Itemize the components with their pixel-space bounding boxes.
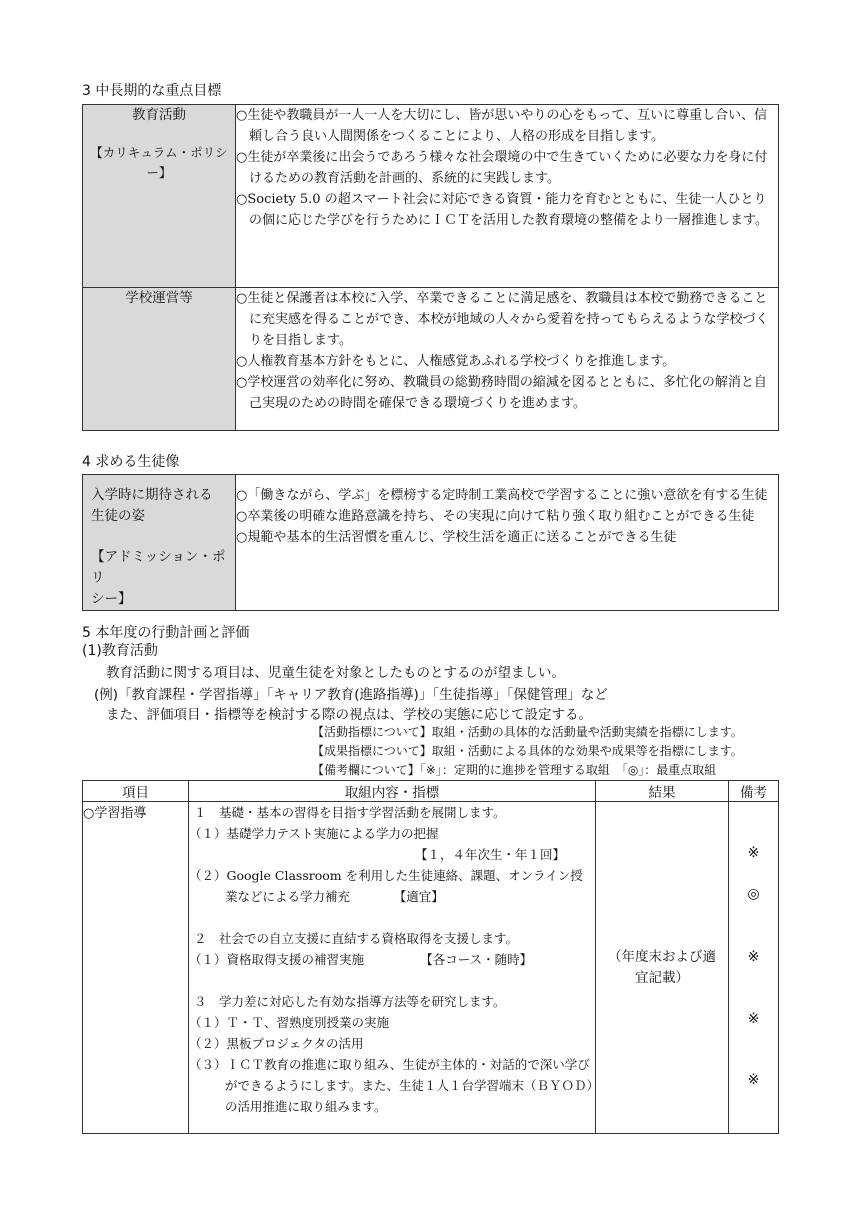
result-text: 宜記載） bbox=[635, 969, 689, 986]
goal-item: ○学校運営の効率化に努め、教職員の総勤務時間の縮減を図るとともに、多忙化の解消と自己実現のための時間を確保できる環境づくりを進めます。 bbox=[236, 375, 767, 411]
plan-subitem: （１）基礎学力テスト実施による学力の把握 bbox=[189, 826, 439, 841]
intro-text: 教育活動に関する項目は、児童生徒を対象としたものとするのが望ましい。 bbox=[106, 665, 565, 681]
label-main: 学校運営等 bbox=[125, 290, 193, 306]
header-content: 取組内容・指標 bbox=[189, 781, 596, 802]
remark-mark: ※ bbox=[747, 949, 760, 965]
plan-tag: 【１，４年次生・年１回】 bbox=[414, 847, 565, 862]
label-sub: シー】 bbox=[91, 591, 132, 607]
plan-subitem: （３）ＩＣＴ教育の推進に取り組み、生徒が主体的・対話的で深い学びができるようにします。また、生徒１人１台学習端末（ＢＹＯＤ）の活用推進に取り組みます。 bbox=[189, 1057, 593, 1114]
intro-text: (例)「教育課程・学習指導」「キャリア教育(進路指導)」「生徒指導」「保健管理」など bbox=[94, 687, 608, 703]
note-activity-indicator: 【活動指標について】取組・活動の具体的な活動量や活動実績を指標にします。 bbox=[312, 725, 743, 739]
plan-subitem: （２）Google Classroom を利用した生徒連絡、課題、オンライン授業などによる学力補充 【適宜】 bbox=[189, 868, 583, 904]
header-result: 結果 bbox=[596, 781, 729, 802]
section5-subheading: (1)教育活動 bbox=[82, 643, 158, 659]
section4-heading: 4 求める生徒像 bbox=[82, 454, 180, 470]
note-result-indicator: 【成果指標について】取組・活動による具体的な効果や成果等を指標にします。 bbox=[312, 744, 743, 758]
section3-heading: 3 中長期的な重点目標 bbox=[82, 83, 222, 99]
remark-mark: ※ bbox=[747, 1072, 760, 1088]
student-item: ○「働きながら、学ぶ」を標榜する定時制工業高校で学習することに強い意欲を有する生徒 bbox=[236, 488, 768, 503]
intro-text: また、評価項目・指標等を検討する際の視点は、学校の実態に応じて設定する。 bbox=[106, 707, 592, 723]
row-content-education bbox=[236, 105, 779, 288]
plan-goal: １ 基礎・基本の習得を目指す学習活動を展開します。 bbox=[194, 805, 506, 820]
label-sub: 【カリキュラム・ポリシー】 bbox=[90, 145, 228, 180]
plan-remarks-cell bbox=[729, 802, 779, 1134]
plan-result-cell bbox=[596, 802, 729, 1134]
goal-item: ○生徒や教職員が一人一人を大切にし、皆が思いやりの心をもって、互いに尊重し合い、信頼し合う良い人間関係をつくることにより、人格の形成を目指します。 bbox=[236, 108, 768, 144]
plan-subitem: （１）資格取得支援の補習実施 【各コース・随時】 bbox=[189, 952, 533, 967]
row-label-school-management bbox=[83, 288, 236, 431]
header-remarks: 備考 bbox=[729, 781, 779, 802]
plan-subitem: （２）黒板プロジェクタの活用 bbox=[189, 1036, 364, 1051]
plan-goal: ２ 社会での自立支援に直結する資格取得を支援します。 bbox=[194, 931, 519, 946]
header-item: 項目 bbox=[83, 781, 189, 802]
action-plan-table bbox=[82, 780, 779, 1134]
remark-mark: ※ bbox=[747, 845, 760, 861]
section5-heading: 5 本年度の行動計画と評価 bbox=[82, 625, 250, 641]
priority-goals-table bbox=[82, 104, 779, 431]
goal-item: ○生徒が卒業後に出会うであろう様々な社会環境の中で生きていくために必要な力を身に付けるための教育活動を計画的、系統的に実践します。 bbox=[236, 150, 768, 186]
remark-mark: ◎ bbox=[747, 886, 760, 902]
goal-item: ○Society 5.0 の超スマート社会に対応できる資質・能力を育むとともに、生徒一人ひとりの個に応じた学びを行うためにＩＣＴを活用した教育環境の整備をより一層推進します。 bbox=[236, 192, 768, 228]
goal-item: ○生徒と保護者は本校に入学、卒業できることに満足感を、教職員は本校で勤務できることに充実感を得ることができ、本校が地域の人々から愛着を持ってもらえるような学校づくりを目指します。 bbox=[236, 291, 769, 348]
row-content-school-management bbox=[236, 288, 779, 431]
remark-mark: ※ bbox=[747, 1011, 760, 1027]
note-remarks: 【備考欄について】「※」：定期的に進捗を管理する取組 「◎」：最重点取組 bbox=[312, 763, 717, 777]
plan-goal: ３ 学力差に対応した有効な指導方法等を研究します。 bbox=[194, 994, 506, 1009]
result-text: （年度末および適 bbox=[608, 948, 716, 965]
admission-policy-content bbox=[236, 475, 779, 611]
plan-content-cell bbox=[189, 802, 596, 1134]
goal-item: ○人権教育基本方針をもとに、人権感覚あふれる学校づくりを推進します。 bbox=[236, 354, 676, 369]
plan-item-cell: ○学習指導 bbox=[83, 802, 189, 1134]
plan-subitem: （１）Ｔ・Ｔ、習熟度別授業の実施 bbox=[189, 1015, 390, 1030]
student-item: ○規範や基本的生活習慣を重んじ、学校生活を適正に送ることができる生徒 bbox=[236, 530, 677, 545]
label-main: 入学時に期待される bbox=[91, 487, 213, 503]
admission-policy-label bbox=[83, 475, 236, 611]
row-label-education bbox=[83, 105, 236, 288]
student-item: ○卒業後の明確な進路意識を持ち、その実現に向けて粘り強く取り組むことができる生徒 bbox=[236, 509, 755, 524]
desired-student-table bbox=[82, 474, 779, 611]
label-sub: 【アドミッション・ポリ bbox=[91, 549, 226, 586]
label-main: 生徒の姿 bbox=[91, 508, 145, 524]
label-main: 教育活動 bbox=[132, 107, 186, 123]
